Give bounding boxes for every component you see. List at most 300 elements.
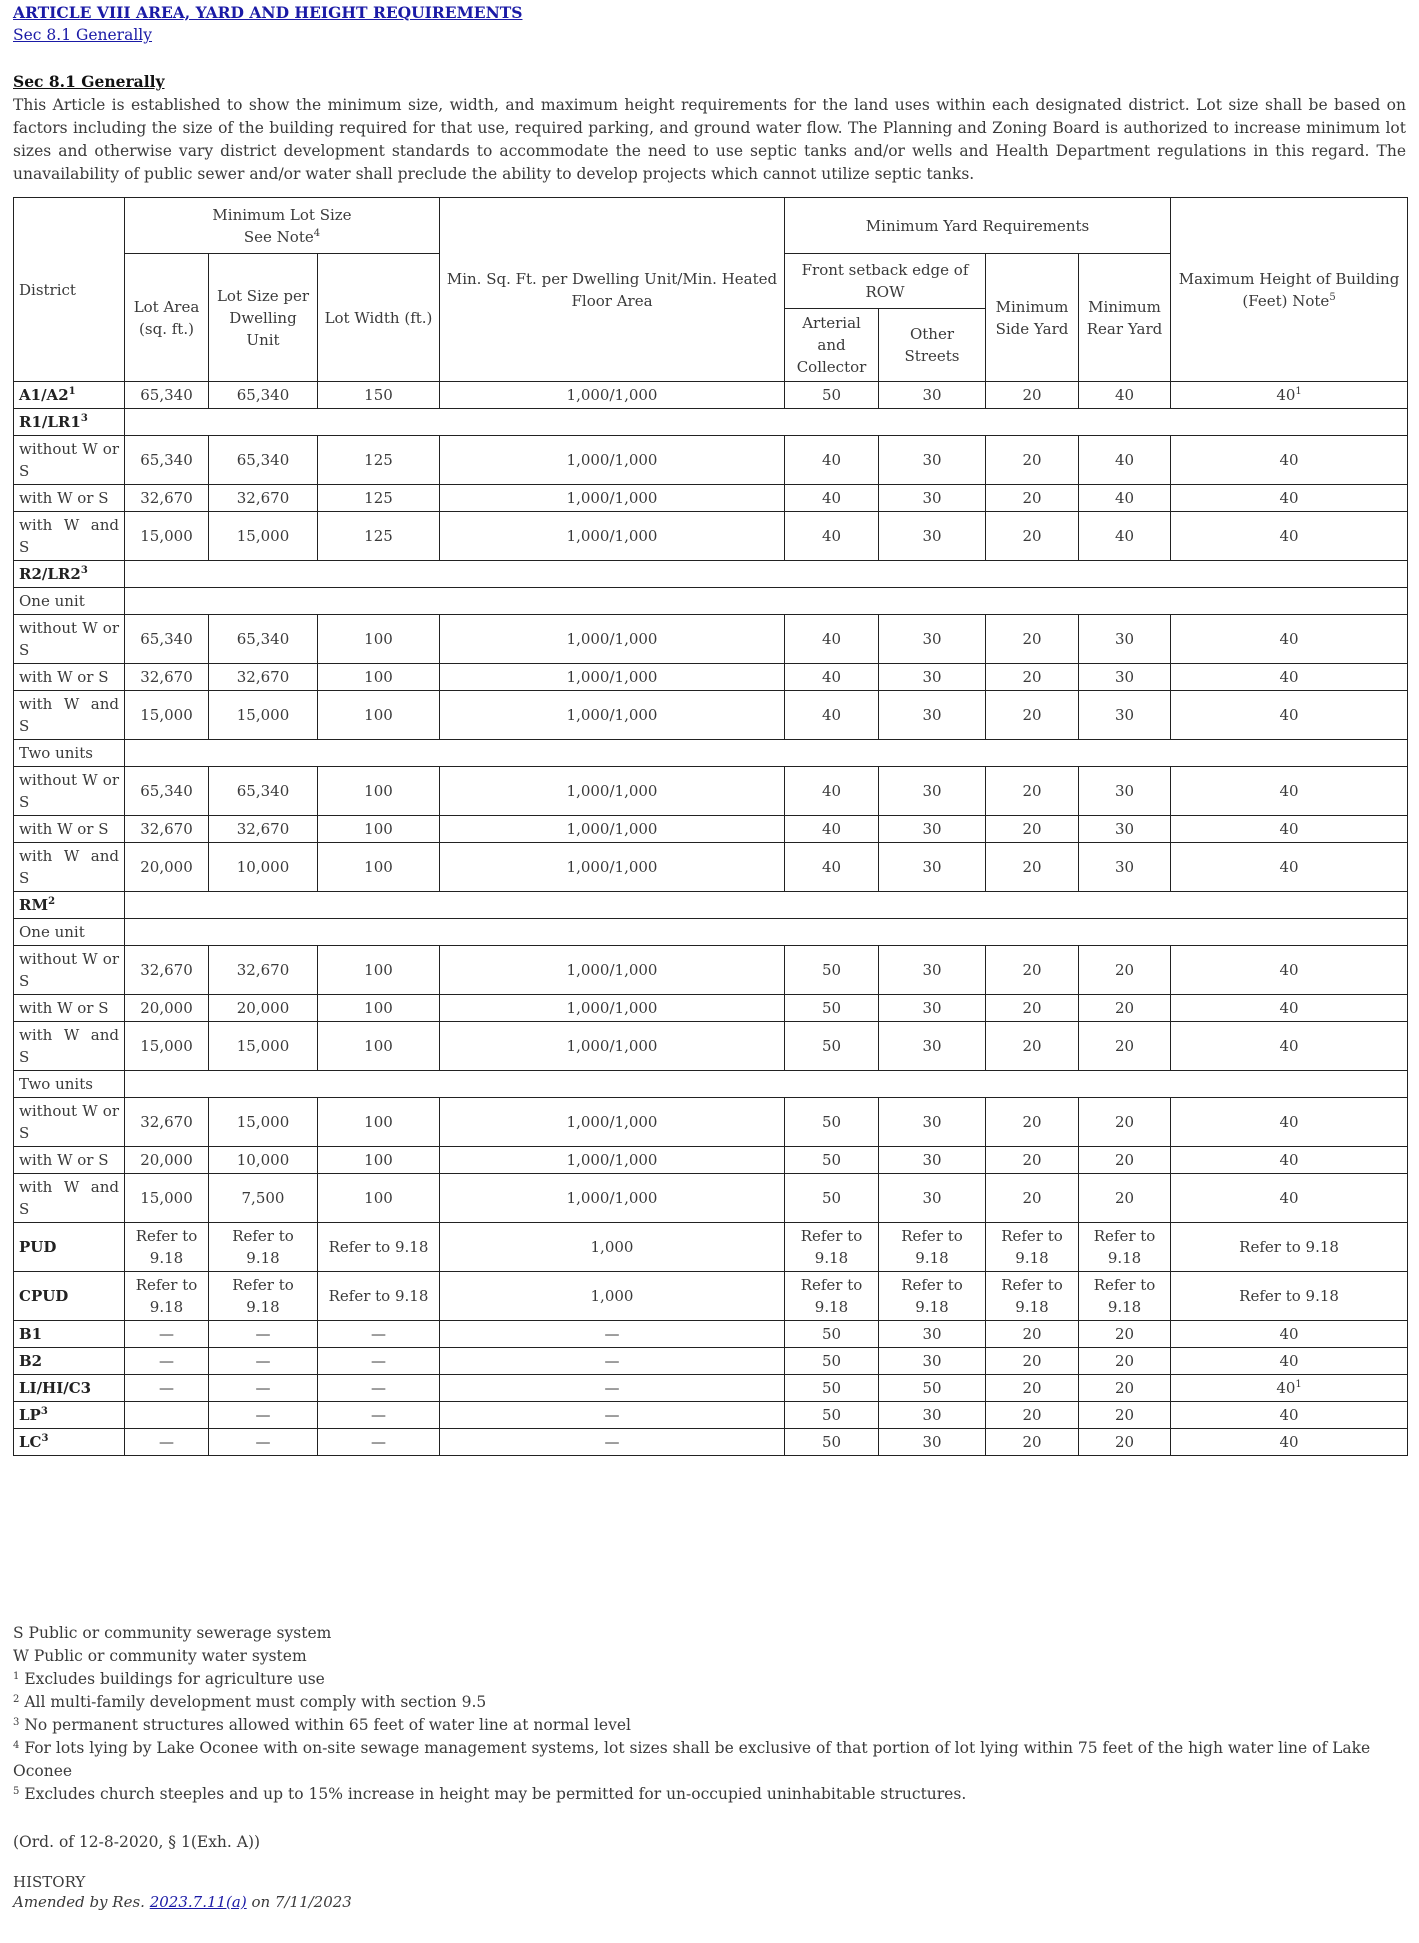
front-arterial-cell (785, 767, 879, 816)
front-other-cell (879, 816, 986, 843)
front-arterial-value: Refer to 9.18 (800, 1227, 863, 1267)
front-other-cell (879, 1375, 986, 1402)
front-other-value: 30 (922, 1113, 942, 1131)
min-sqft-cell (440, 1272, 785, 1321)
district-label: with W or S (19, 999, 109, 1017)
history-resolution-link[interactable]: 2023.7.11(a) (149, 1893, 247, 1911)
min-sqft-value: 1,000/1,000 (566, 961, 658, 979)
front-arterial-cell (785, 512, 879, 561)
note-text: Excludes buildings for agriculture use (24, 1670, 325, 1688)
front-arterial-value: 50 (821, 961, 842, 979)
lot-area-cell (125, 664, 209, 691)
lot-width-value: — (371, 1406, 386, 1424)
rear-yard-value: 20 (1114, 1379, 1135, 1397)
note-number: 1 (13, 1671, 20, 1682)
front-other-cell (879, 1174, 986, 1223)
front-other-value: Refer to 9.18 (901, 1276, 963, 1316)
side-yard-cell (986, 691, 1079, 740)
side-yard-value: 20 (1022, 386, 1042, 404)
min-sqft-value: — (604, 1352, 620, 1370)
rear-yard-value: 40 (1114, 451, 1135, 469)
front-arterial-cell (785, 691, 879, 740)
lot-size-per-du-value: 32,670 (236, 961, 290, 979)
district-cell (14, 664, 125, 691)
lot-width-value: 100 (364, 820, 393, 838)
district-cell (14, 995, 125, 1022)
district-cell (14, 740, 125, 767)
min-sqft-value: 1,000/1,000 (566, 858, 658, 876)
side-yard-value: 20 (1022, 1379, 1042, 1397)
min-sqft-value: 1,000/1,000 (566, 489, 658, 507)
min-sqft-cell (440, 1022, 785, 1071)
table-row (14, 843, 1408, 892)
lot-size-per-du-cell (209, 382, 318, 409)
side-yard-cell (986, 816, 1079, 843)
min-sqft-value: — (604, 1433, 620, 1451)
min-sqft-cell (440, 767, 785, 816)
min-sqft-cell (440, 1402, 785, 1429)
table-row (14, 382, 1408, 409)
front-arterial-cell (785, 843, 879, 892)
max-height-value: 40 (1279, 668, 1299, 686)
lot-size-per-du-value: — (255, 1325, 271, 1343)
district-label: PUD (19, 1238, 57, 1256)
lot-width-value: 125 (364, 451, 393, 469)
front-arterial-cell (785, 1321, 879, 1348)
front-arterial-value: 40 (821, 489, 842, 507)
lot-area-cell (125, 512, 209, 561)
max-height-value: 40 (1276, 386, 1296, 404)
rear-yard-value: 30 (1114, 630, 1135, 648)
side-yard-cell (986, 1174, 1079, 1223)
side-yard-value: 20 (1022, 527, 1042, 545)
district-label: LP (19, 1406, 41, 1424)
front-arterial-value: 40 (821, 630, 842, 648)
rear-yard-cell (1079, 1223, 1171, 1272)
max-height-value: 40 (1279, 1189, 1299, 1207)
district-group-row (14, 409, 1408, 436)
lot-width-value: 100 (364, 782, 393, 800)
note-text: For lots lying by Lake Oconee with on-site sewage management systems, lot sizes shall be exclusive of that portion of lot lying within 75 feet of the high water line of Lake Oconee (13, 1739, 1371, 1780)
min-sqft-cell (440, 1429, 785, 1456)
rear-yard-cell (1079, 485, 1171, 512)
front-arterial-cell (785, 1098, 879, 1147)
table-row (14, 664, 1408, 691)
front-other-value: 30 (922, 1406, 942, 1424)
rear-yard-cell (1079, 1375, 1171, 1402)
rear-yard-value: 20 (1114, 1352, 1135, 1370)
lot-size-per-du-value: 7,500 (241, 1189, 285, 1207)
lot-area-value: 65,340 (140, 630, 193, 648)
rear-yard-cell (1079, 1429, 1171, 1456)
header-other-streets: Other Streets (879, 309, 986, 382)
side-yard-cell (986, 1223, 1079, 1272)
min-sqft-value: 1,000 (590, 1238, 634, 1256)
district-cell (14, 892, 125, 919)
lot-size-per-du-value: 10,000 (236, 1151, 290, 1169)
front-arterial-value: 50 (821, 1037, 842, 1055)
district-cell (14, 946, 125, 995)
min-sqft-value: 1,000/1,000 (566, 1151, 658, 1169)
lot-width-value: 150 (364, 386, 393, 404)
rear-yard-cell (1079, 946, 1171, 995)
lot-size-per-du-cell (209, 512, 318, 561)
front-arterial-value: 50 (821, 1189, 842, 1207)
lot-size-per-du-cell (209, 691, 318, 740)
lot-area-value: 32,670 (140, 820, 193, 838)
footnote-marker: 3 (40, 1406, 48, 1417)
front-other-value: 30 (922, 1151, 942, 1169)
lot-size-per-du-cell (209, 843, 318, 892)
rear-yard-cell (1079, 767, 1171, 816)
front-other-cell (879, 1022, 986, 1071)
district-group-row (14, 892, 1408, 919)
max-height-value: 40 (1276, 1379, 1296, 1397)
side-yard-value: 20 (1022, 1406, 1042, 1424)
max-height-cell (1171, 691, 1408, 740)
min-sqft-cell (440, 1348, 785, 1375)
lot-size-per-du-value: 65,340 (236, 386, 290, 404)
lot-area-cell (125, 1402, 209, 1429)
max-height-cell (1171, 1272, 1408, 1321)
lot-width-value: 100 (364, 858, 393, 876)
intro-paragraph: This Article is established to show the minimum size, width, and maximum height requirements for the land uses within each designated district. Lot size shall be based on factors including the size of the building required for that use, required parking, and ground water flow. The Planning and Zoning Board is authorized to increase minimum lot sizes and otherwise vary district development standards to accommodate the need to use septic tanks and/or wells and Health Department regulations in this regard. The unavailability of public sewer and/or water shall preclude the ability to develop projects which cannot utilize septic tanks. (13, 96, 1406, 183)
front-other-value: 30 (922, 782, 942, 800)
note-number: 2 (13, 1694, 20, 1705)
article-title-link[interactable]: ARTICLE VIII AREA, YARD AND HEIGHT REQUIREMENTS (13, 3, 523, 22)
min-sqft-cell (440, 485, 785, 512)
rear-yard-value: 20 (1114, 1406, 1135, 1424)
district-label: Two units (19, 744, 93, 762)
unit-subheading-row (14, 1071, 1408, 1098)
rear-yard-cell (1079, 1321, 1171, 1348)
lot-width-cell (318, 946, 440, 995)
note-text: S Public or community sewerage system (13, 1624, 332, 1642)
table-row (14, 1375, 1408, 1402)
district-label: with W or S (19, 489, 109, 507)
side-yard-value: Refer to 9.18 (1001, 1227, 1063, 1267)
side-yard-cell (986, 767, 1079, 816)
district-label: with W and S (19, 695, 119, 735)
max-height-value: 40 (1279, 706, 1299, 724)
min-sqft-value: 1,000/1,000 (566, 706, 658, 724)
district-label: without W or S (19, 440, 119, 480)
footnote-marker: 2 (48, 896, 56, 907)
lot-area-value: — (159, 1433, 174, 1451)
rear-yard-value: 40 (1114, 386, 1135, 404)
max-height-cell (1171, 382, 1408, 409)
district-label: B2 (19, 1352, 43, 1370)
header-max-height (1171, 198, 1408, 382)
rear-yard-value: 20 (1114, 1037, 1135, 1055)
table-row (14, 615, 1408, 664)
table-row (14, 1321, 1408, 1348)
max-height-value: 40 (1279, 820, 1299, 838)
front-arterial-value: 40 (821, 782, 842, 800)
district-cell (14, 588, 125, 615)
lot-area-value: 15,000 (140, 706, 193, 724)
side-yard-cell (986, 1022, 1079, 1071)
lot-width-cell (318, 615, 440, 664)
table-row (14, 485, 1408, 512)
lot-area-value: — (159, 1352, 174, 1370)
side-yard-cell (986, 1321, 1079, 1348)
lot-width-value: 100 (364, 1151, 393, 1169)
min-sqft-value: 1,000/1,000 (566, 630, 658, 648)
header-arterial: Arterial and Collector (785, 309, 879, 382)
header-min-sqft: Min. Sq. Ft. per Dwelling Unit/Min. Heated Floor Area (440, 198, 785, 382)
side-yard-value: 20 (1022, 1325, 1042, 1343)
district-cell (14, 691, 125, 740)
front-arterial-cell (785, 1174, 879, 1223)
section-link[interactable]: Sec 8.1 Generally (13, 26, 153, 44)
lot-width-value: 125 (364, 489, 393, 507)
lot-width-value: — (371, 1433, 386, 1451)
front-arterial-cell (785, 615, 879, 664)
district-label: R1/LR1 (19, 413, 81, 431)
lot-size-per-du-value: 10,000 (236, 858, 290, 876)
table-row (14, 1272, 1408, 1321)
lot-size-per-du-value: 15,000 (236, 1037, 290, 1055)
district-cell (14, 767, 125, 816)
lot-area-value: 20,000 (140, 858, 193, 876)
district-cell (14, 1022, 125, 1071)
front-arterial-value: 50 (821, 999, 842, 1017)
lot-area-value: 20,000 (140, 999, 193, 1017)
lot-area-cell (125, 946, 209, 995)
rear-yard-value: 20 (1114, 1151, 1135, 1169)
history-prefix: Amended by Res. (13, 1893, 150, 1911)
front-other-cell (879, 1402, 986, 1429)
front-other-value: 30 (922, 820, 942, 838)
district-label: R2/LR2 (19, 565, 81, 583)
front-arterial-value: 50 (821, 1352, 842, 1370)
table-body (14, 382, 1408, 1456)
lot-area-value: 32,670 (140, 489, 193, 507)
district-cell (14, 1174, 125, 1223)
front-arterial-cell (785, 1022, 879, 1071)
district-cell (14, 485, 125, 512)
lot-width-cell (318, 485, 440, 512)
lot-area-cell (125, 1022, 209, 1071)
rear-yard-value: 20 (1114, 999, 1135, 1017)
district-cell (14, 1223, 125, 1272)
side-yard-cell (986, 1272, 1079, 1321)
max-height-value: 40 (1279, 1406, 1299, 1424)
table-row (14, 1174, 1408, 1223)
side-yard-value: Refer to 9.18 (1001, 1276, 1063, 1316)
rear-yard-value: 30 (1114, 820, 1135, 838)
lot-size-per-du-value: — (255, 1352, 271, 1370)
lot-width-cell (318, 1147, 440, 1174)
lot-size-per-du-value: — (255, 1406, 271, 1424)
max-height-value: 40 (1279, 1151, 1299, 1169)
side-yard-cell (986, 382, 1079, 409)
lot-area-value: 32,670 (140, 1113, 193, 1131)
rear-yard-cell (1079, 615, 1171, 664)
lot-size-per-du-cell (209, 1321, 318, 1348)
side-yard-value: 20 (1022, 782, 1042, 800)
notes-list (13, 1622, 1406, 1806)
max-height-cell (1171, 816, 1408, 843)
footnote-marker: 3 (80, 413, 88, 424)
front-other-value: 30 (922, 999, 942, 1017)
front-arterial-cell (785, 664, 879, 691)
district-cell (14, 1147, 125, 1174)
lot-area-cell (125, 615, 209, 664)
header-lot-width: Lot Width (ft.) (318, 254, 440, 382)
lot-area-value: 15,000 (140, 1189, 193, 1207)
lot-area-value: 65,340 (140, 782, 193, 800)
rear-yard-value: 30 (1114, 668, 1135, 686)
front-other-value: 50 (922, 1379, 942, 1397)
max-height-value: Refer to 9.18 (1239, 1238, 1339, 1256)
district-cell (14, 1272, 125, 1321)
empty-span-cell (125, 919, 1408, 946)
lot-size-per-du-cell (209, 1272, 318, 1321)
lot-area-value: 32,670 (140, 961, 193, 979)
lot-area-value: 20,000 (140, 1151, 193, 1169)
lot-area-value: 65,340 (140, 386, 193, 404)
max-height-value: 40 (1279, 1433, 1299, 1451)
lot-size-per-du-value: 32,670 (236, 668, 290, 686)
lot-width-value: 100 (364, 961, 393, 979)
lot-width-value: — (371, 1352, 386, 1370)
history-suffix: on 7/11/2023 (246, 1893, 352, 1911)
lot-width-value: 100 (364, 630, 393, 648)
side-yard-value: 20 (1022, 1151, 1042, 1169)
header-min-yard: Minimum Yard Requirements (785, 198, 1171, 254)
front-arterial-value: 50 (821, 1325, 842, 1343)
lot-size-per-du-value: 65,340 (236, 782, 290, 800)
rear-yard-value: 40 (1114, 489, 1135, 507)
rear-yard-cell (1079, 1272, 1171, 1321)
district-label: without W or S (19, 619, 119, 659)
lot-size-per-du-cell (209, 946, 318, 995)
side-yard-value: 20 (1022, 1189, 1042, 1207)
table-row (14, 995, 1408, 1022)
district-cell (14, 1402, 125, 1429)
max-height-value: 40 (1279, 527, 1299, 545)
lot-width-value: Refer to 9.18 (328, 1238, 429, 1256)
rear-yard-value: 30 (1114, 858, 1135, 876)
note-item (13, 1691, 1406, 1714)
header-max-height-sup: 5 (1329, 291, 1336, 303)
rear-yard-value: Refer to 9.18 (1093, 1227, 1156, 1267)
max-height-value: 40 (1279, 489, 1299, 507)
empty-span-cell (125, 561, 1408, 588)
min-sqft-value: 1,000/1,000 (566, 386, 658, 404)
footnote-marker: 1 (1295, 1379, 1302, 1390)
min-sqft-cell (440, 1098, 785, 1147)
front-arterial-value: 50 (821, 1113, 842, 1131)
lot-width-value: 125 (364, 527, 393, 545)
lot-size-per-du-value: 20,000 (236, 999, 290, 1017)
lot-area-value: 65,340 (140, 451, 193, 469)
front-arterial-value: Refer to 9.18 (800, 1276, 863, 1316)
front-arterial-cell (785, 1429, 879, 1456)
min-sqft-value: 1,000/1,000 (566, 668, 658, 686)
lot-width-cell (318, 436, 440, 485)
side-yard-value: 20 (1022, 999, 1042, 1017)
table-row (14, 1147, 1408, 1174)
front-arterial-cell (785, 1348, 879, 1375)
rear-yard-value: 20 (1114, 961, 1135, 979)
header-district: District (14, 198, 125, 382)
front-other-cell (879, 691, 986, 740)
side-yard-value: 20 (1022, 1352, 1042, 1370)
header-max-height-label: Maximum Height of Building (Feet) Note (1178, 269, 1400, 310)
min-sqft-value: — (604, 1406, 620, 1424)
front-other-value: 30 (922, 489, 942, 507)
unit-subheading-row (14, 919, 1408, 946)
note-item (13, 1645, 1406, 1668)
rear-yard-cell (1079, 382, 1171, 409)
lot-area-cell (125, 1429, 209, 1456)
min-sqft-cell (440, 995, 785, 1022)
district-label: B1 (19, 1325, 43, 1343)
district-cell (14, 512, 125, 561)
empty-span-cell (125, 1071, 1408, 1098)
lot-width-value: 100 (364, 706, 393, 724)
lot-size-per-du-value: 65,340 (236, 630, 290, 648)
front-arterial-cell (785, 1223, 879, 1272)
front-arterial-cell (785, 382, 879, 409)
district-label: LI/HI/C3 (19, 1379, 92, 1397)
lot-area-cell (125, 995, 209, 1022)
note-item (13, 1783, 1406, 1806)
note-text: W Public or community water system (13, 1647, 307, 1665)
lot-size-per-du-value: 32,670 (236, 489, 290, 507)
lot-width-value: 100 (364, 1113, 393, 1131)
note-number: 4 (13, 1740, 20, 1751)
lot-size-per-du-cell (209, 816, 318, 843)
lot-area-value: — (159, 1379, 174, 1397)
front-arterial-value: 40 (821, 451, 842, 469)
lot-area-value: 15,000 (140, 527, 193, 545)
history-label: HISTORY (13, 1873, 86, 1891)
lot-area-cell (125, 1348, 209, 1375)
district-cell (14, 1429, 125, 1456)
ordinance-reference: (Ord. of 12-8-2020, § 1(Exh. A)) (13, 1833, 261, 1851)
min-sqft-value: 1,000/1,000 (566, 820, 658, 838)
min-sqft-cell (440, 615, 785, 664)
lot-size-per-du-value: 15,000 (236, 706, 290, 724)
side-yard-cell (986, 1429, 1079, 1456)
district-label: with W or S (19, 1151, 109, 1169)
rear-yard-value: 20 (1114, 1433, 1135, 1451)
lot-width-value: — (371, 1325, 386, 1343)
lot-width-cell (318, 1022, 440, 1071)
front-arterial-cell (785, 1147, 879, 1174)
rear-yard-cell (1079, 1174, 1171, 1223)
front-arterial-value: 40 (821, 527, 842, 545)
min-sqft-value: 1,000/1,000 (566, 999, 658, 1017)
district-cell (14, 1071, 125, 1098)
district-cell (14, 1375, 125, 1402)
front-other-value: 30 (922, 386, 942, 404)
side-yard-cell (986, 485, 1079, 512)
front-arterial-cell (785, 1375, 879, 1402)
district-cell (14, 409, 125, 436)
rear-yard-cell (1079, 816, 1171, 843)
front-other-cell (879, 843, 986, 892)
empty-span-cell (125, 588, 1408, 615)
unit-subheading-row (14, 740, 1408, 767)
header-lot-size-per-du: Lot Size per Dwelling Unit (209, 254, 318, 382)
lot-size-per-du-cell (209, 436, 318, 485)
max-height-value: 40 (1279, 1352, 1299, 1370)
